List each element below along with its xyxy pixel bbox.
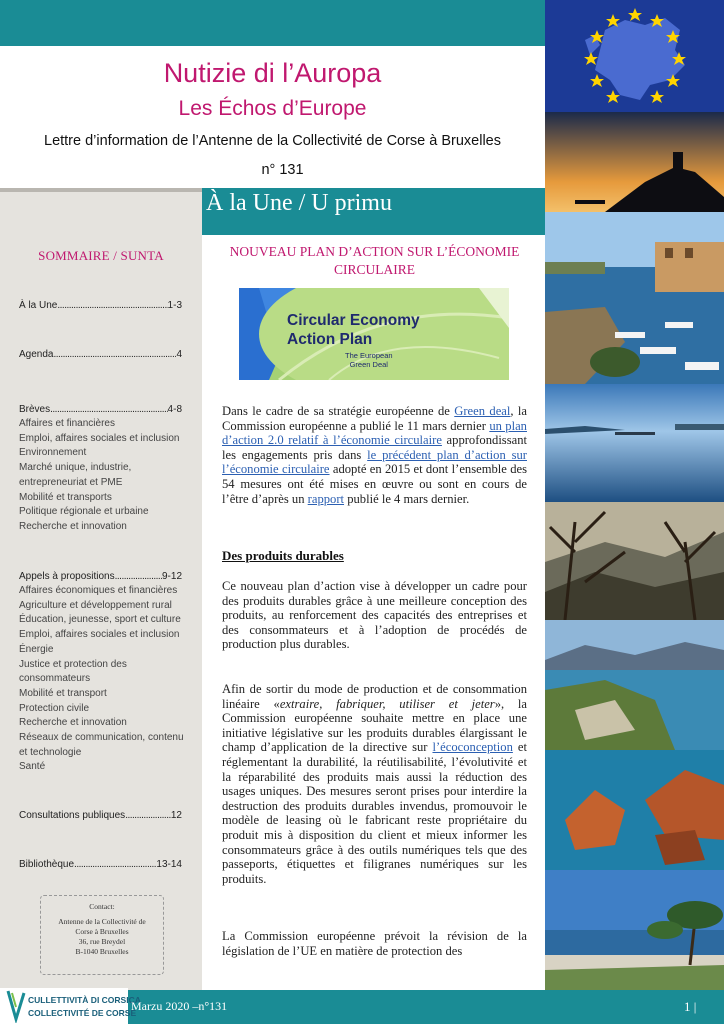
sommaire-heading: SOMMAIRE / SUNTA (38, 248, 164, 263)
toc-label: Bibliothèque (19, 859, 75, 870)
page-number: 1 | (684, 999, 697, 1014)
toc-entry-une[interactable] (19, 300, 182, 311)
logo-text-corsican: CULLETTIVITÀ DI CORSICA (28, 995, 141, 1005)
text-run: adopté en 2015 et dont l’ensemble des 54 mesures ont été mises en œuvre ou sont en cours de l’être d’après un (222, 462, 528, 506)
banner-subtitle (345, 351, 393, 369)
eu-map-photo (545, 0, 724, 112)
banner-sub-line: Green Deal (349, 360, 388, 369)
toc-appels-list (19, 584, 194, 775)
toc-label: Appels à propositions (19, 571, 115, 582)
contact-line: 36, rue Breydel (78, 937, 126, 946)
collectivite-logo-icon (2, 989, 28, 1023)
toc-page: 13-14 (156, 859, 182, 870)
list-item: et technologie (19, 746, 82, 758)
text-run: Afin de sortir du mode de production et de consommation linéaire « (222, 682, 527, 711)
toc-page: 12 (170, 810, 182, 821)
newsletter-title: Nutizie di l’Auropa (163, 58, 382, 88)
circular-economy-banner (239, 288, 509, 380)
article-paragraph-1 (222, 404, 527, 506)
article-paragraph-4: La Commission européenne prévoit la révision de la législation de l’UE en matière de protection des (222, 929, 527, 958)
link-green-deal[interactable]: Green deal (454, 404, 511, 418)
contact-box (40, 895, 164, 975)
list-item: Protection civile (19, 702, 90, 714)
banner-title-line: Circular Economy (287, 312, 420, 329)
list-item: Marché unique, industrie, (19, 462, 132, 474)
toc-entry-bibliotheque[interactable] (19, 859, 182, 870)
article-paragraph-3 (222, 682, 527, 886)
text-run: publié le 4 mars dernier. (344, 491, 470, 506)
red-rocks-icon (545, 750, 724, 870)
tower-silhouette-icon (545, 112, 724, 212)
list-item: Éducation, jeunesse, sport et culture (19, 614, 181, 626)
banner-title (287, 311, 420, 349)
list-item: Justice et protection des (19, 658, 127, 670)
list-item: Réseaux de communication, contenu (19, 732, 184, 744)
sea-horizon-icon (545, 384, 724, 502)
beach-tree-photo (545, 870, 724, 990)
article-title: NOUVEAU PLAN D’ACTION SUR L’ÉCONOMIE CIRCULAIRE (229, 244, 520, 277)
text-run: », la Commission européenne souhaite mettre en place une initiative législative sur les produits durables élargissant le champ d’application de la directive sur (222, 696, 528, 755)
footer-logo-area (0, 988, 128, 1024)
text-run: et réglementant la durabilité, la réutilisabilité, l’évolutivité et la réparabilité des produits mais aussi la réduction des usages uniques. Des mesures seront prises pour interdire la destruction des produits durables invendus, promouvoir le modèle de leasing où le fabricant reste propriétaire du produit mis à disposition du client et mieux informer les consommateurs grâce à des outils numériques tels que des passeports, étiquettes et filigranes numériques sur les produits. (222, 740, 527, 886)
list-item: Énergie (19, 643, 54, 655)
article-paragraph-2: Ce nouveau plan d’action vise à développer un cadre pour des produits durables grâce à une meilleure conception des produits, au renforcement des capacités des entreprises et des consommateurs et à l’adoption de procédés de production plus durables. (222, 579, 527, 652)
section-title: À la Une / U primu (206, 190, 392, 216)
list-item: Affaires et financières (19, 418, 115, 429)
tower-sunset-photo (545, 112, 724, 212)
newsletter-subtitle: Les Échos d’Europe (178, 97, 367, 120)
contact-line: Corse à Bruxelles (75, 927, 129, 936)
link-ecoconception[interactable]: l’écoconception (432, 740, 513, 755)
toc-label: Consultations publiques (19, 810, 126, 821)
link-precedent-plan[interactable]: le précédent plan d’action sur l’économie circulaire (222, 447, 527, 477)
red-rocks-photo (545, 750, 724, 870)
link-plan-action[interactable]: un plan d’action 2.0 relatif à l’économie circulaire (222, 418, 527, 448)
toc-page: 4-8 (167, 404, 182, 415)
text-run-italic: extraire, fabriquer, utiliser et jeter (279, 696, 495, 711)
harbor-photo (545, 212, 724, 384)
list-item: entrepreneuriat et PME (19, 476, 123, 488)
forest-photo (545, 502, 724, 620)
banner-sub-line: The European (345, 351, 393, 360)
harbor-scene-icon (545, 212, 724, 384)
list-item: consommateurs (19, 673, 91, 685)
toc-entry-breves[interactable] (19, 404, 182, 415)
list-item: Santé (19, 761, 46, 773)
text-run: Dans le cadre de sa stratégie européenne de (222, 404, 455, 418)
toc-entry-appels[interactable] (19, 571, 182, 582)
footer-issue-date: Marzu 2020 –n°131 (131, 999, 228, 1013)
coastline-icon (545, 620, 724, 750)
toc-page: 9-12 (161, 571, 182, 582)
list-item: Emploi, affaires sociales et inclusion (19, 629, 180, 641)
list-item: Mobilité et transports (19, 491, 112, 503)
list-item: Recherche et innovation (19, 717, 127, 729)
toc-label: Agenda (19, 349, 54, 360)
sidebar-top-rule (0, 188, 202, 192)
text-run: approfondissant les engagements pris dans (222, 433, 527, 462)
toc-page: 1-3 (167, 300, 182, 311)
list-item: Recherche et innovation (19, 520, 127, 532)
list-item: Environnement (19, 447, 87, 459)
logo-text-french: COLLECTIVITÉ DE CORSE (28, 1008, 137, 1018)
text-run: , la Commission européenne a publié le 11 mars dernier (222, 404, 527, 433)
article-subheading: Des produits durables (222, 548, 344, 563)
toc-breves-list (19, 417, 194, 535)
list-item: Emploi, affaires sociales et inclusion (19, 432, 180, 444)
forest-valley-icon (545, 502, 724, 620)
toc-page: 4 (176, 349, 182, 360)
contact-line: B-1040 Bruxelles (75, 947, 129, 956)
link-rapport[interactable]: rapport (307, 491, 345, 506)
contact-heading: Contact: (89, 902, 115, 911)
toc-label: À la Une (19, 300, 58, 311)
eu-flag-map-icon (545, 0, 724, 112)
list-item: Affaires économiques et financières (19, 585, 178, 596)
beach-tree-icon (545, 870, 724, 990)
sea-islands-photo (545, 384, 724, 502)
issue-number: n° 131 (261, 162, 304, 178)
coast-photo (545, 620, 724, 750)
toc-entry-consultations[interactable] (19, 810, 182, 821)
toc-label: Brèves (19, 404, 51, 415)
list-item: Politique régionale et urbaine (19, 506, 149, 518)
banner-title-line: Action Plan (287, 331, 373, 348)
toc-entry-agenda[interactable] (19, 349, 182, 360)
list-item: Mobilité et transport (19, 687, 107, 699)
header-band (0, 0, 545, 46)
newsletter-tagline: Lettre d’information de l’Antenne de la Collectivité de Corse à Bruxelles (44, 133, 501, 149)
list-item: Agriculture et développement rural (19, 599, 172, 611)
contact-line: Antenne de la Collectivité de (58, 917, 146, 926)
